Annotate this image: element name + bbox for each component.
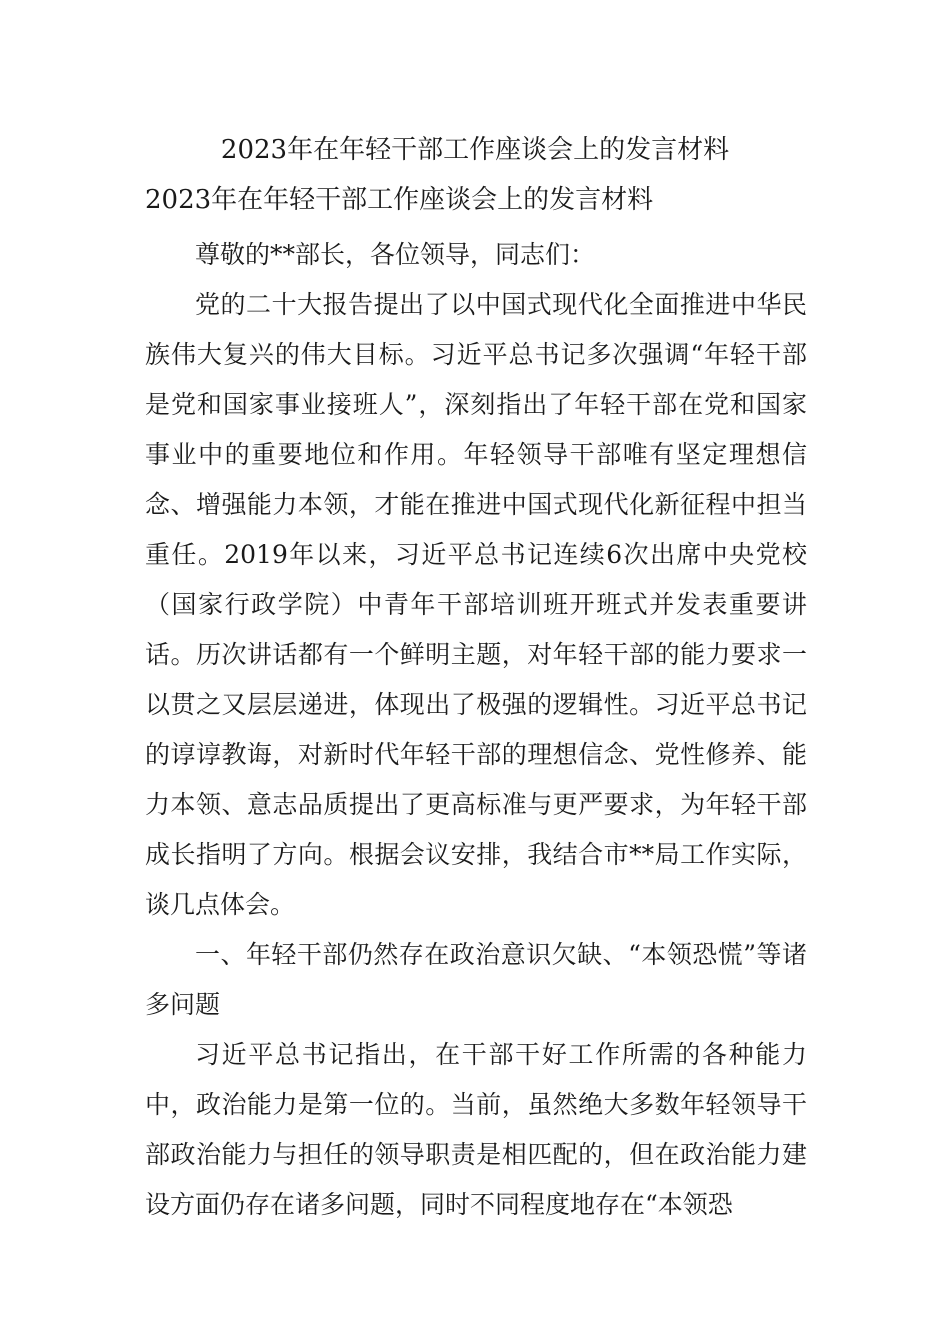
paragraph-intro: 党的二十大报告提出了以中国式现代化全面推进中华民族伟大复兴的伟大目标。习近平总书记多次强调“年轻干部是党和国家事业接班人”，深刻指出了年轻干部在党和国家事业中的重要地位和作用。年轻领导干部唯有坚定理想信念、增强能力本领，才能在推进中国式现代化新征程中担当重任。2019年以来，习近平总书记连续6次出席中央党校（国家行政学院）中青年干部培训班开班式并发表重要讲话。历次讲话都有一个鲜明主题，对年轻干部的能力要求一以贯之又层层递进，体现出了极强的逻辑性。习近平总书记的谆谆教诲，对新时代年轻干部的理想信念、党性修养、能力本领、意志品质提出了更高标准与更严要求，为年轻干部成长指明了方向。根据会议安排，我结合市**局工作实际，谈几点体会。 (145, 290, 807, 919)
document-title: 2023年在年轻干部工作座谈会上的发言材料 (220, 135, 730, 165)
document-subtitle: 2023年在年轻干部工作座谈会上的发言材料 (145, 185, 654, 215)
section-heading-1: 一、年轻干部仍然存在政治意识欠缺、“本领恐慌”等诸多问题 (145, 940, 807, 1019)
salutation: 尊敬的**部长，各位领导，同志们： (195, 240, 596, 269)
paragraph-section-1: 习近平总书记指出，在干部干好工作所需的各种能力中，政治能力是第一位的。当前，虽然绝大多数年轻领导干部政治能力与担任的领导职责是相匹配的，但在政治能力建设方面仍存在诸多问题，同时不同程度地存在“本领恐 (145, 1040, 807, 1219)
document-body (145, 230, 807, 1230)
